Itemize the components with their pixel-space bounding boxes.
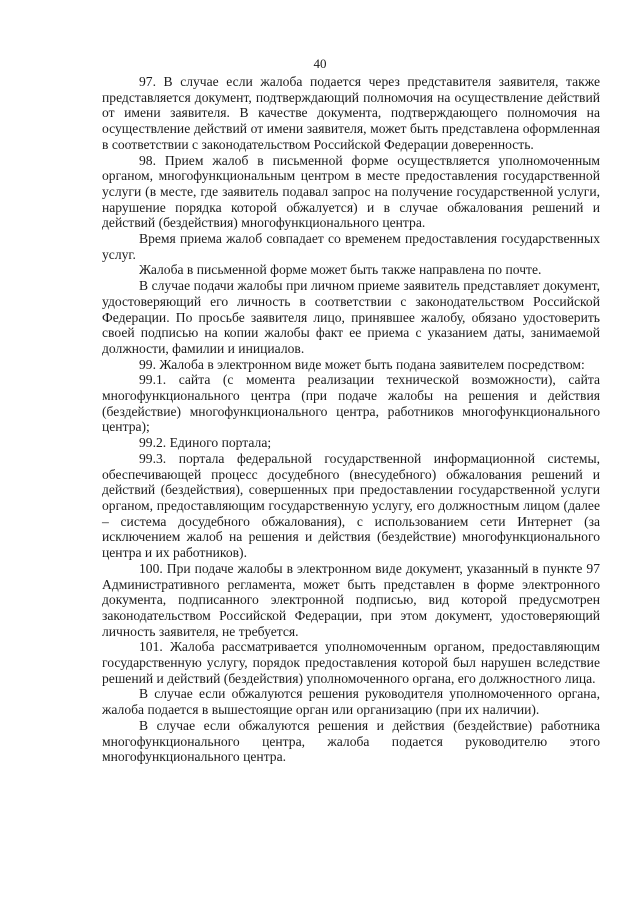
paragraph-97: 97. В случае если жалоба подается через представителя заявителя, также представляется документ, подтверждающий полномочия на осуществление действий от имени заявителя. В качестве документа, подтверждающего полномочия на осуществление действий от имени заявителя, может быть представлена оформленная в соответствии с законодательством Российской Федерации доверенность. — [102, 74, 600, 152]
paragraph-98: 98. Прием жалоб в письменной форме осуществляется уполномоченным органом, многофункциональным центром в месте предоставления государственной услуги (в месте, где заявитель подавал запрос на получение государственной услуги, нарушение порядка которой обжалуется) и в случае обжалования решений и действий (бездействия) многофункционального центра. — [102, 152, 600, 231]
paragraph-101: 101. Жалоба рассматривается уполномоченным органом, предоставляющим государственную услугу, порядок предоставления которой был нарушен вследствие решений и действий (бездействия) уполномоченного органа, его должностного лица. — [102, 639, 600, 686]
paragraph-mfc-worker-appeal: В случае если обжалуются решения и действия (бездействие) работника многофункционального центра, жалоба подается руководителю этого многофункционального центра. — [102, 717, 600, 765]
paragraph-99-2: 99.2. Единого портала; — [139, 435, 272, 451]
paragraph-head-appeal: В случае если обжалуются решения руководителя уполномоченного органа, жалоба подается в вышестоящие орган или организацию (при их наличии). — [102, 686, 600, 718]
paragraph-reception-time: Время приема жалоб совпадает со временем предоставления государственных услуг. — [102, 231, 600, 262]
paragraph-postal-complaint: Жалоба в письменной форме может быть также направлена по почте. — [139, 262, 542, 278]
document-body — [102, 74, 600, 765]
paragraph-99-1: 99.1. сайта (с момента реализации технической возможности), сайта многофункционального центра (при подаче жалобы на решения и действия (бездействие) многофункционального центра, работников многофункционального центра); — [102, 372, 600, 435]
page-number: 40 — [313, 56, 327, 71]
paragraph-99-3: 99.3. портала федеральной государственной информационной системы, обеспечивающей процесс досудебного (внесудебного) обжалования решений и действий (бездействия), совершенных при предоставлении государственной услуги органом, предоставляющим государственную услугу, его должностным лицом (далее – система досудебного обжалования), с использованием сети Интернет (за исключением жалоб на решения и действия (бездействие) многофункционального центра и их работников). — [102, 450, 600, 561]
paragraph-99: 99. Жалоба в электронном виде может быть подана заявителем посредством: — [139, 356, 585, 372]
paragraph-personal-reception: В случае подачи жалобы при личном приеме заявитель представляет документ, удостоверяющий его личность в соответствии с законодательством Российской Федерации. По просьбе заявителя лицо, принявшее жалобу, обязано удостоверить своей подписью на копии жалобы факт ее приема с указанием даты, занимаемой должности, фамилии и инициалов. — [102, 278, 600, 356]
paragraph-100: 100. При подаче жалобы в электронном виде документ, указанный в пункте 97 Административного регламента, может быть представлен в форме электронного документа, подписанного электронной подписью, вид которой предусмотрен законодательством Российской Федерации, при этом документ, удостоверяющий личность заявителя, не требуется. — [102, 560, 600, 639]
